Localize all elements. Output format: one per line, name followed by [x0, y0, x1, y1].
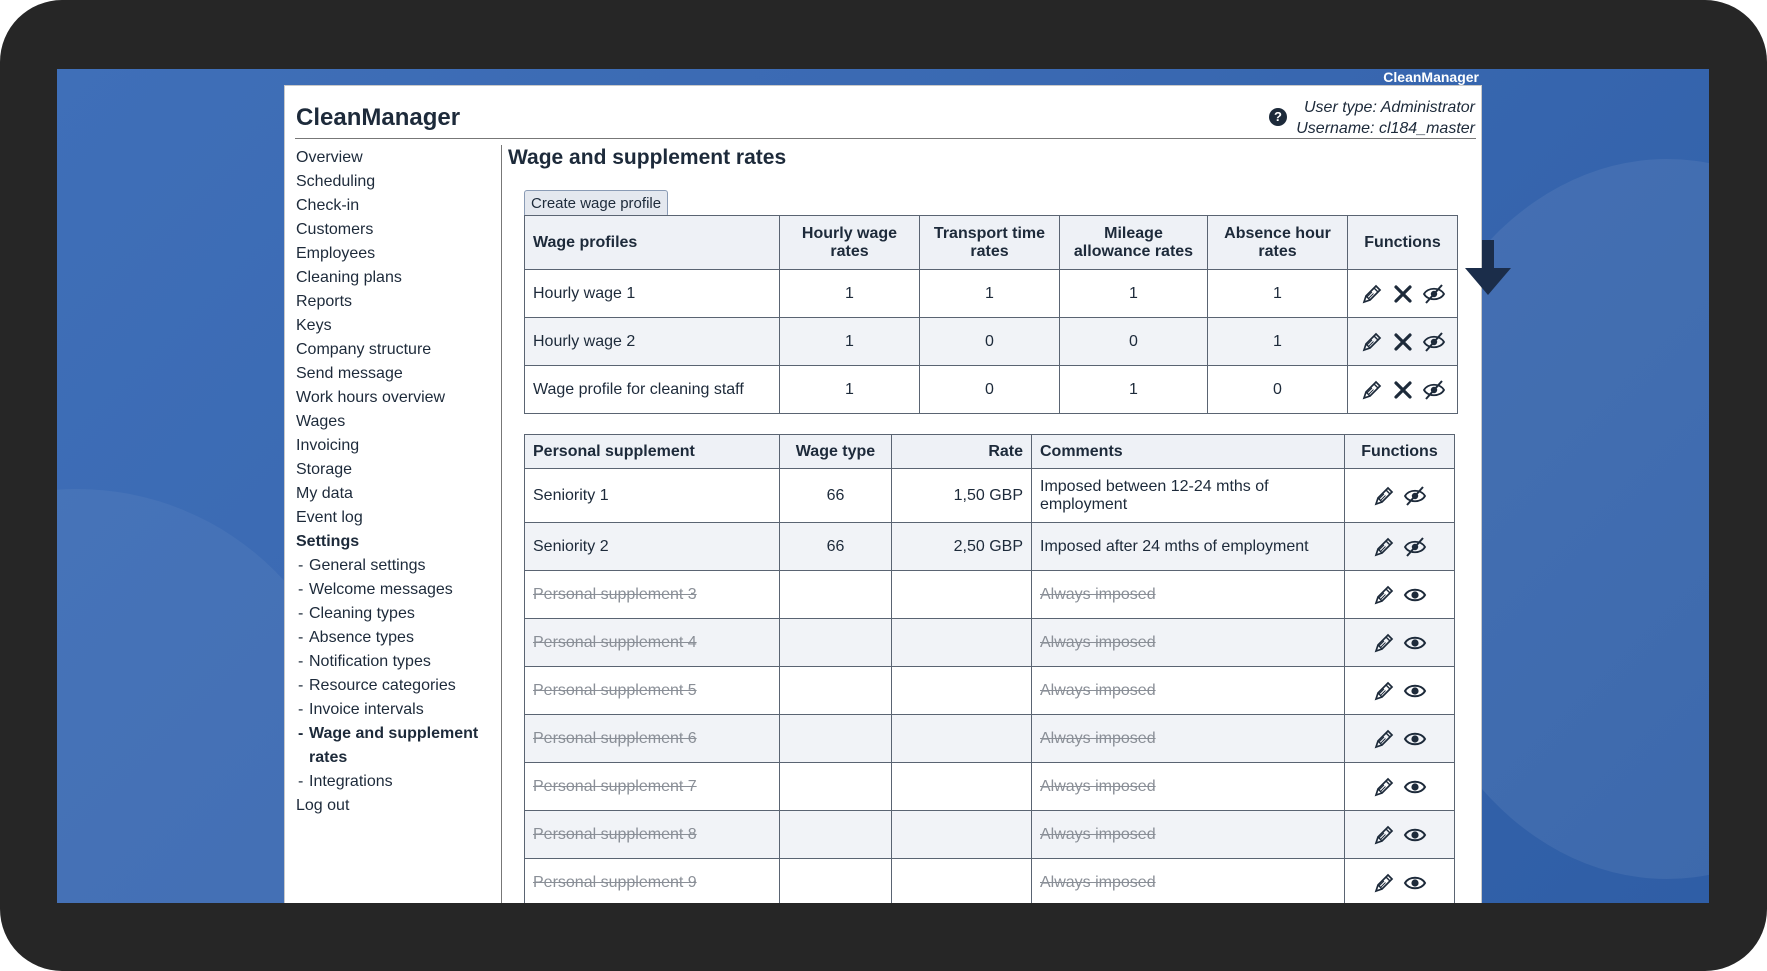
eye-icon[interactable] [1403, 679, 1427, 703]
cell-mileage: 0 [1060, 318, 1208, 366]
help-icon[interactable]: ? [1269, 108, 1287, 126]
cell-functions [1345, 667, 1455, 715]
sidebar-item-scheduling[interactable]: Scheduling [296, 173, 376, 190]
cell-rate: 1,50 GBP [892, 469, 1032, 523]
col-header-absence-hour-rates [1208, 216, 1348, 270]
sidebar-item-keys[interactable]: Keys [296, 317, 332, 334]
cell-supplement-name: Personal supplement 6 [525, 715, 780, 763]
label-line-1: Wage and supplement [309, 725, 479, 742]
pencil-icon[interactable] [1360, 378, 1384, 402]
header-line-1: Hourly wage [801, 224, 898, 242]
personal-supplement-table [524, 434, 1455, 903]
eye-icon[interactable] [1403, 583, 1427, 607]
close-icon[interactable] [1391, 282, 1415, 306]
function-icons [1356, 282, 1449, 306]
function-icons [1353, 727, 1446, 751]
page-title: Wage and supplement rates [508, 146, 787, 169]
dash: - [298, 629, 304, 646]
label: Absence types [309, 629, 414, 646]
dash: - [298, 605, 304, 622]
sidebar-item-customers[interactable]: Customers [296, 221, 374, 238]
col-header-wage-profiles: Wage profiles [525, 216, 780, 270]
cell-profile-name: Wage profile for cleaning staff [525, 366, 780, 414]
sidebar-item-work-hours-overview[interactable]: Work hours overview [296, 389, 446, 406]
table-row [525, 763, 1455, 811]
cell-wage-type: 66 [780, 469, 892, 523]
cell-supplement-name: Personal supplement 4 [525, 619, 780, 667]
sidebar-subitem-invoice-intervals[interactable] [296, 698, 496, 722]
cell-wage-type [780, 619, 892, 667]
cell-comment: Always imposed [1032, 763, 1345, 811]
dash: - [298, 725, 304, 742]
cell-functions [1345, 619, 1455, 667]
eye-slash-icon[interactable] [1403, 535, 1427, 559]
label-line-2: rates [309, 749, 348, 766]
header-divider [295, 138, 1476, 139]
col-header-hourly-wage-rates [780, 216, 920, 270]
cell-functions [1345, 469, 1455, 523]
cell-transport: 1 [920, 270, 1060, 318]
label: Integrations [309, 773, 393, 790]
cell-hourly: 1 [780, 366, 920, 414]
function-icons [1353, 583, 1446, 607]
sidebar-item-send-message[interactable]: Send message [296, 365, 403, 382]
table-row [525, 859, 1455, 904]
table-row [525, 715, 1455, 763]
sidebar-nav [296, 146, 496, 818]
sidebar-item-wages[interactable]: Wages [296, 413, 346, 430]
cell-comment: Imposed between 12-24 mths of employment [1032, 469, 1345, 523]
pencil-icon[interactable] [1372, 631, 1396, 655]
topbar-title: CleanManager [1383, 69, 1479, 85]
col-header-personal-supplement: Personal supplement [525, 435, 780, 469]
user-info [1296, 97, 1475, 139]
label: Welcome messages [309, 581, 453, 598]
cell-rate [892, 667, 1032, 715]
eye-slash-icon[interactable] [1422, 282, 1446, 306]
eye-icon[interactable] [1403, 727, 1427, 751]
sidebar-subitem-integrations[interactable] [296, 770, 496, 794]
sidebar-item-log-out[interactable]: Log out [296, 797, 350, 814]
header-line-2: rates [970, 242, 1009, 260]
col-header-mileage-allowance-rates [1060, 216, 1208, 270]
header-line-2: rates [830, 242, 869, 260]
cell-rate [892, 811, 1032, 859]
cell-supplement-name: Personal supplement 5 [525, 667, 780, 715]
header-line-1: Transport time [933, 224, 1046, 242]
sidebar-subitem-cleaning-types[interactable] [296, 602, 496, 626]
pencil-icon[interactable] [1360, 330, 1384, 354]
table-header-row [525, 216, 1458, 270]
cell-functions [1345, 811, 1455, 859]
create-wage-profile-button[interactable]: Create wage profile [524, 190, 668, 217]
dash: - [298, 773, 304, 790]
wage-profiles-table [524, 215, 1458, 414]
label: Resource categories [309, 677, 456, 694]
pencil-icon[interactable] [1372, 823, 1396, 847]
sidebar-item-settings[interactable]: Settings [296, 533, 360, 550]
cell-supplement-name: Personal supplement 8 [525, 811, 780, 859]
cell-functions [1348, 270, 1458, 318]
cell-wage-type [780, 763, 892, 811]
user-type: User type: Administrator [1303, 99, 1475, 116]
cell-hourly: 1 [780, 270, 920, 318]
function-icons [1353, 484, 1446, 508]
cell-absence: 1 [1208, 270, 1348, 318]
col-header-transport-time-rates [920, 216, 1060, 270]
cell-functions [1345, 763, 1455, 811]
function-icons [1356, 378, 1449, 402]
sidebar-subitem-wage-and-supplement-rates[interactable] [296, 722, 496, 770]
username: Username: cl184_master [1296, 120, 1475, 137]
label: Notification types [309, 653, 431, 670]
cell-absence: 1 [1208, 318, 1348, 366]
sidebar-item-invoicing[interactable]: Invoicing [296, 437, 360, 454]
cell-functions [1348, 366, 1458, 414]
table-header-row [525, 435, 1455, 469]
cell-supplement-name: Seniority 1 [525, 469, 780, 523]
header-line-2: rates [1258, 242, 1297, 260]
cell-rate [892, 859, 1032, 904]
sidebar-subitem-welcome-messages[interactable] [296, 578, 496, 602]
cell-supplement-name: Personal supplement 9 [525, 859, 780, 904]
function-icons [1353, 631, 1446, 655]
cell-profile-name: Hourly wage 2 [525, 318, 780, 366]
cell-wage-type [780, 859, 892, 904]
label: General settings [309, 557, 426, 574]
function-icons [1353, 823, 1446, 847]
sidebar-subitem-notification-types[interactable] [296, 650, 496, 674]
label [309, 722, 478, 770]
cell-rate [892, 571, 1032, 619]
table-row [525, 366, 1458, 414]
pencil-icon[interactable] [1360, 282, 1384, 306]
cell-wage-type [780, 811, 892, 859]
col-header-rate: Rate [892, 435, 1032, 469]
label: Invoice intervals [309, 701, 424, 718]
cell-hourly: 1 [780, 318, 920, 366]
dash: - [298, 701, 304, 718]
eye-slash-icon[interactable] [1403, 484, 1427, 508]
table-row [525, 270, 1458, 318]
sidebar-divider [501, 145, 502, 903]
cell-transport: 0 [920, 318, 1060, 366]
arrow-down-icon [1463, 240, 1513, 300]
sidebar-item-overview[interactable]: Overview [296, 149, 363, 166]
col-header-functions: Functions [1345, 435, 1455, 469]
cell-absence: 0 [1208, 366, 1348, 414]
dash: - [298, 581, 304, 598]
col-header-wage-type: Wage type [780, 435, 892, 469]
cell-functions [1345, 715, 1455, 763]
eye-icon[interactable] [1403, 823, 1427, 847]
table-row [525, 811, 1455, 859]
table-row [525, 523, 1455, 571]
eye-slash-icon[interactable] [1422, 330, 1446, 354]
eye-slash-icon[interactable] [1422, 378, 1446, 402]
cell-supplement-name: Personal supplement 7 [525, 763, 780, 811]
cell-comment: Always imposed [1032, 571, 1345, 619]
sidebar-subitem-resource-categories[interactable] [296, 674, 496, 698]
dash: - [298, 653, 304, 670]
cell-transport: 0 [920, 366, 1060, 414]
cell-wage-type [780, 715, 892, 763]
function-icons [1353, 535, 1446, 559]
dash: - [298, 677, 304, 694]
cell-rate: 2,50 GBP [892, 523, 1032, 571]
sidebar-item-company-structure[interactable]: Company structure [296, 341, 432, 358]
eye-icon[interactable] [1403, 871, 1427, 895]
cell-comment: Always imposed [1032, 619, 1345, 667]
table-row [525, 667, 1455, 715]
col-header-comments: Comments [1032, 435, 1345, 469]
pencil-icon[interactable] [1372, 775, 1396, 799]
cell-rate [892, 715, 1032, 763]
table-row [525, 619, 1455, 667]
eye-icon[interactable] [1403, 631, 1427, 655]
header-line-2: allowance rates [1073, 242, 1194, 260]
pencil-icon[interactable] [1372, 535, 1396, 559]
sidebar-item-storage[interactable]: Storage [296, 461, 353, 478]
cell-rate [892, 619, 1032, 667]
cell-functions [1348, 318, 1458, 366]
pencil-icon[interactable] [1372, 583, 1396, 607]
table-row [525, 571, 1455, 619]
cell-functions [1345, 523, 1455, 571]
cell-supplement-name: Seniority 2 [525, 523, 780, 571]
cell-profile-name: Hourly wage 1 [525, 270, 780, 318]
sidebar-item-employees[interactable]: Employees [296, 245, 376, 262]
function-icons [1353, 871, 1446, 895]
label: Cleaning types [309, 605, 415, 622]
close-icon[interactable] [1391, 330, 1415, 354]
cell-mileage: 1 [1060, 270, 1208, 318]
header-line-1: Absence hour [1224, 224, 1331, 242]
pencil-icon[interactable] [1372, 484, 1396, 508]
cell-supplement-name: Personal supplement 3 [525, 571, 780, 619]
cell-wage-type [780, 667, 892, 715]
pencil-icon[interactable] [1372, 871, 1396, 895]
cell-comment: Always imposed [1032, 715, 1345, 763]
sidebar-item-my-data[interactable]: My data [296, 485, 353, 502]
cell-functions [1345, 859, 1455, 904]
sidebar-subitem-absence-types[interactable] [296, 626, 496, 650]
table-row [525, 318, 1458, 366]
cell-comment: Imposed after 24 mths of employment [1032, 523, 1345, 571]
dash: - [298, 557, 304, 574]
col-header-functions: Functions [1348, 216, 1458, 270]
cell-wage-type: 66 [780, 523, 892, 571]
cell-comment: Always imposed [1032, 859, 1345, 904]
sidebar-item-check-in[interactable]: Check-in [296, 197, 360, 214]
function-icons [1356, 330, 1449, 354]
desktop [57, 69, 1709, 903]
header-line-1: Mileage [1104, 224, 1163, 242]
sidebar-item-reports[interactable]: Reports [296, 293, 353, 310]
cell-comment: Always imposed [1032, 811, 1345, 859]
cell-wage-type [780, 571, 892, 619]
close-icon[interactable] [1391, 378, 1415, 402]
sidebar-item-cleaning-plans[interactable]: Cleaning plans [296, 269, 402, 286]
app-window [284, 85, 1482, 903]
sidebar-item-event-log[interactable]: Event log [296, 509, 363, 526]
app-title: CleanManager [296, 104, 461, 131]
table-row [525, 469, 1455, 523]
function-icons [1353, 775, 1446, 799]
sidebar-subitem-general-settings[interactable] [296, 554, 496, 578]
eye-icon[interactable] [1403, 775, 1427, 799]
pencil-icon[interactable] [1372, 679, 1396, 703]
cell-mileage: 1 [1060, 366, 1208, 414]
pencil-icon[interactable] [1372, 727, 1396, 751]
cell-functions [1345, 571, 1455, 619]
function-icons [1353, 679, 1446, 703]
cell-comment: Always imposed [1032, 667, 1345, 715]
cell-rate [892, 763, 1032, 811]
